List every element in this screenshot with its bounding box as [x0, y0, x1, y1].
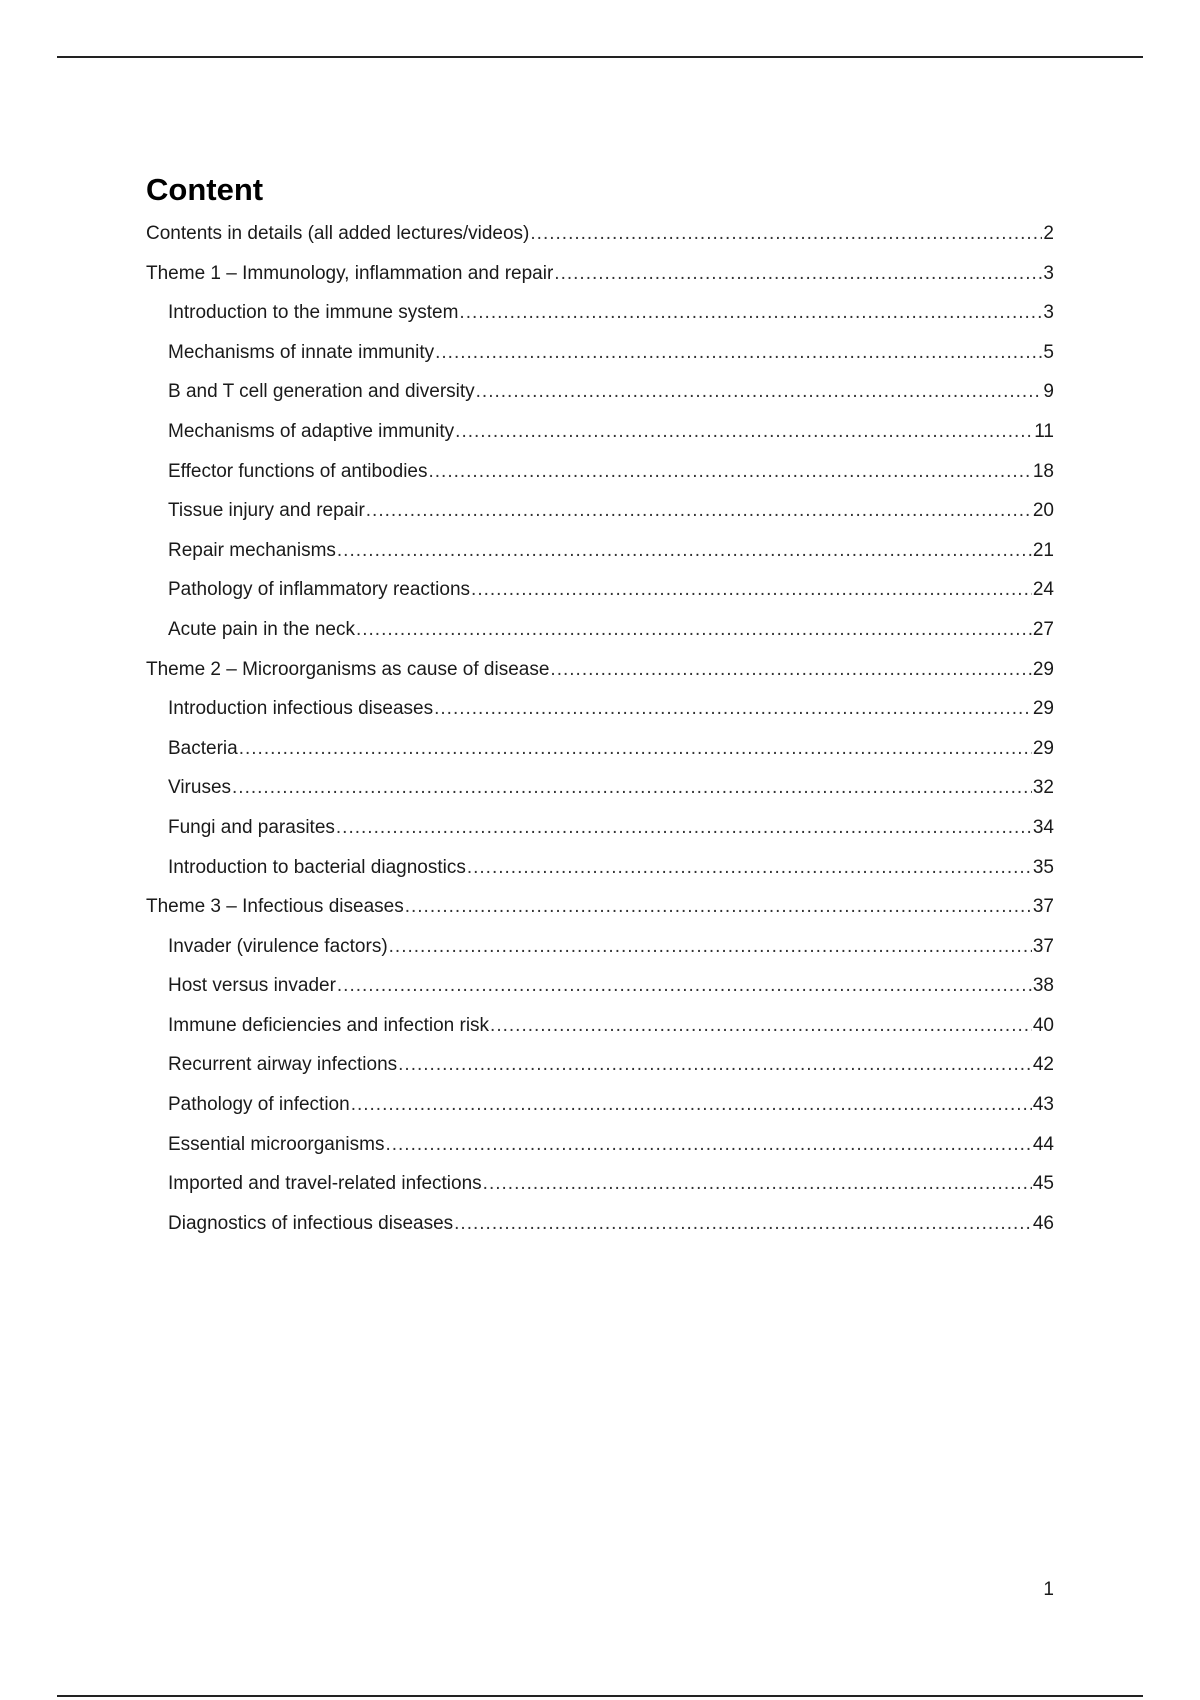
- toc-dot-leader: [356, 610, 1032, 650]
- toc-list: [146, 214, 1054, 1243]
- toc-heading: Content: [146, 172, 264, 207]
- toc-entry[interactable]: [146, 452, 1054, 492]
- toc-entry[interactable]: [146, 927, 1054, 967]
- toc-entry-title: Pathology of inflammatory reactions: [168, 579, 471, 601]
- toc-entry[interactable]: [146, 768, 1054, 808]
- toc-entry[interactable]: [146, 966, 1054, 1006]
- toc-entry-page: 20: [1032, 500, 1054, 522]
- toc-entry-page: 18: [1032, 460, 1054, 482]
- toc-dot-leader: [351, 1085, 1032, 1125]
- toc-entry-title: Invader (virulence factors): [168, 935, 388, 957]
- footer-rule: [57, 1695, 1143, 1697]
- toc-entry[interactable]: [146, 333, 1054, 373]
- toc-dot-leader: [476, 372, 1043, 412]
- toc-entry-page: 43: [1032, 1094, 1054, 1116]
- toc-dot-leader: [550, 650, 1031, 690]
- toc-dot-leader: [455, 412, 1033, 452]
- toc-entry[interactable]: [146, 650, 1054, 690]
- toc-entry-title: Essential microorganisms: [168, 1133, 385, 1155]
- toc-entry-title: Recurrent airway infections: [168, 1054, 398, 1076]
- toc-entry-page: 45: [1032, 1173, 1054, 1195]
- toc-entry-page: 44: [1032, 1133, 1054, 1155]
- toc-entry-title: Tissue injury and repair: [168, 500, 365, 522]
- toc-entry-page: 3: [1043, 262, 1054, 284]
- toc-entry-title: Host versus invader: [168, 975, 336, 997]
- toc-entry[interactable]: [146, 1045, 1054, 1085]
- toc-entry-page: 2: [1043, 223, 1054, 244]
- toc-entry-title: Introduction to bacterial diagnostics: [168, 856, 466, 878]
- toc-dot-leader: [530, 214, 1042, 254]
- page-number: 1: [1043, 1579, 1054, 1600]
- toc-entry[interactable]: [146, 689, 1054, 729]
- toc-entry[interactable]: [146, 729, 1054, 769]
- toc-dot-leader: [435, 333, 1042, 373]
- toc-entry-page: 40: [1032, 1014, 1054, 1036]
- toc-entry-page: 37: [1032, 896, 1054, 918]
- toc-entry[interactable]: [146, 1204, 1054, 1244]
- toc-dot-leader: [471, 570, 1032, 610]
- toc-entry-title: B and T cell generation and diversity: [168, 381, 475, 403]
- toc-entry-page: 24: [1032, 579, 1054, 601]
- toc-entry[interactable]: [146, 1125, 1054, 1165]
- toc-entry-title: Theme 1 – Immunology, inflammation and repair: [146, 262, 554, 284]
- toc-entry[interactable]: [146, 372, 1054, 412]
- toc-dot-leader: [232, 768, 1032, 808]
- toc-entry-page: 34: [1032, 816, 1054, 838]
- toc-entry-title: Fungi and parasites: [168, 816, 335, 838]
- toc-entry-title: Repair mechanisms: [168, 539, 336, 561]
- toc-entry[interactable]: [146, 491, 1054, 531]
- toc-dot-leader: [239, 729, 1032, 769]
- toc-entry[interactable]: [146, 570, 1054, 610]
- toc-entry-title: Diagnostics of infectious diseases: [168, 1212, 454, 1234]
- toc-entry-page: 29: [1032, 698, 1054, 720]
- toc-entry-page: 35: [1032, 856, 1054, 878]
- toc-entry[interactable]: [146, 1006, 1054, 1046]
- toc-entry-title: Bacteria: [168, 737, 238, 759]
- table-of-contents: [146, 170, 1054, 1243]
- toc-dot-leader: [554, 254, 1042, 294]
- toc-entry-page: 9: [1043, 381, 1054, 403]
- toc-entry-page: 38: [1032, 975, 1054, 997]
- toc-dot-leader: [405, 887, 1032, 927]
- toc-dot-leader: [398, 1045, 1032, 1085]
- toc-entry-page: 5: [1043, 341, 1054, 363]
- toc-dot-leader: [459, 293, 1042, 333]
- toc-entry-page: 3: [1043, 302, 1054, 324]
- toc-entry-page: 32: [1032, 777, 1054, 799]
- toc-entry-title: Mechanisms of innate immunity: [168, 341, 435, 363]
- toc-dot-leader: [337, 531, 1032, 571]
- toc-entry-title: Effector functions of antibodies: [168, 460, 428, 482]
- toc-entry-title: Imported and travel-related infections: [168, 1173, 482, 1195]
- toc-dot-leader: [336, 808, 1032, 848]
- toc-entry-title: Contents in details (all added lectures/videos): [146, 223, 530, 244]
- toc-entry[interactable]: [146, 808, 1054, 848]
- toc-entry-title: Theme 3 – Infectious diseases: [146, 896, 404, 918]
- toc-entry-page: 11: [1034, 420, 1054, 442]
- toc-entry-title: Mechanisms of adaptive immunity: [168, 420, 455, 442]
- toc-dot-leader: [337, 966, 1032, 1006]
- header-rule: [57, 56, 1143, 58]
- toc-entry[interactable]: [146, 254, 1054, 294]
- toc-entry[interactable]: [146, 293, 1054, 333]
- toc-entry-title: Pathology of infection: [168, 1094, 350, 1116]
- toc-entry-page: 37: [1032, 935, 1054, 957]
- toc-entry-title: Theme 2 – Microorganisms as cause of disease: [146, 658, 550, 680]
- toc-entry-page: 27: [1032, 618, 1054, 640]
- toc-entry[interactable]: [146, 214, 1054, 254]
- toc-entry-title: Acute pain in the neck: [168, 618, 355, 640]
- toc-dot-leader: [366, 491, 1032, 531]
- toc-entry[interactable]: [146, 531, 1054, 571]
- toc-dot-leader: [434, 689, 1032, 729]
- toc-dot-leader: [389, 927, 1032, 967]
- toc-entry[interactable]: [146, 1164, 1054, 1204]
- toc-entry[interactable]: [146, 848, 1054, 888]
- toc-entry[interactable]: [146, 887, 1054, 927]
- toc-entry-page: 29: [1032, 737, 1054, 759]
- toc-entry[interactable]: [146, 1085, 1054, 1125]
- toc-entry-page: 46: [1032, 1212, 1054, 1234]
- toc-dot-leader: [483, 1164, 1032, 1204]
- toc-entry-title: Viruses: [168, 777, 232, 799]
- toc-entry-page: 21: [1032, 539, 1054, 561]
- toc-dot-leader: [385, 1125, 1031, 1165]
- toc-entry-title: Introduction infectious diseases: [168, 698, 434, 720]
- toc-entry-title: Immune deficiencies and infection risk: [168, 1014, 490, 1036]
- toc-dot-leader: [467, 848, 1032, 888]
- toc-entry-title: Introduction to the immune system: [168, 302, 459, 324]
- toc-entry[interactable]: [146, 610, 1054, 650]
- toc-dot-leader: [454, 1204, 1032, 1244]
- toc-entry-page: 29: [1032, 658, 1054, 680]
- toc-entry-page: 42: [1032, 1054, 1054, 1076]
- toc-dot-leader: [428, 452, 1031, 492]
- toc-entry[interactable]: [146, 412, 1054, 452]
- toc-dot-leader: [490, 1006, 1032, 1046]
